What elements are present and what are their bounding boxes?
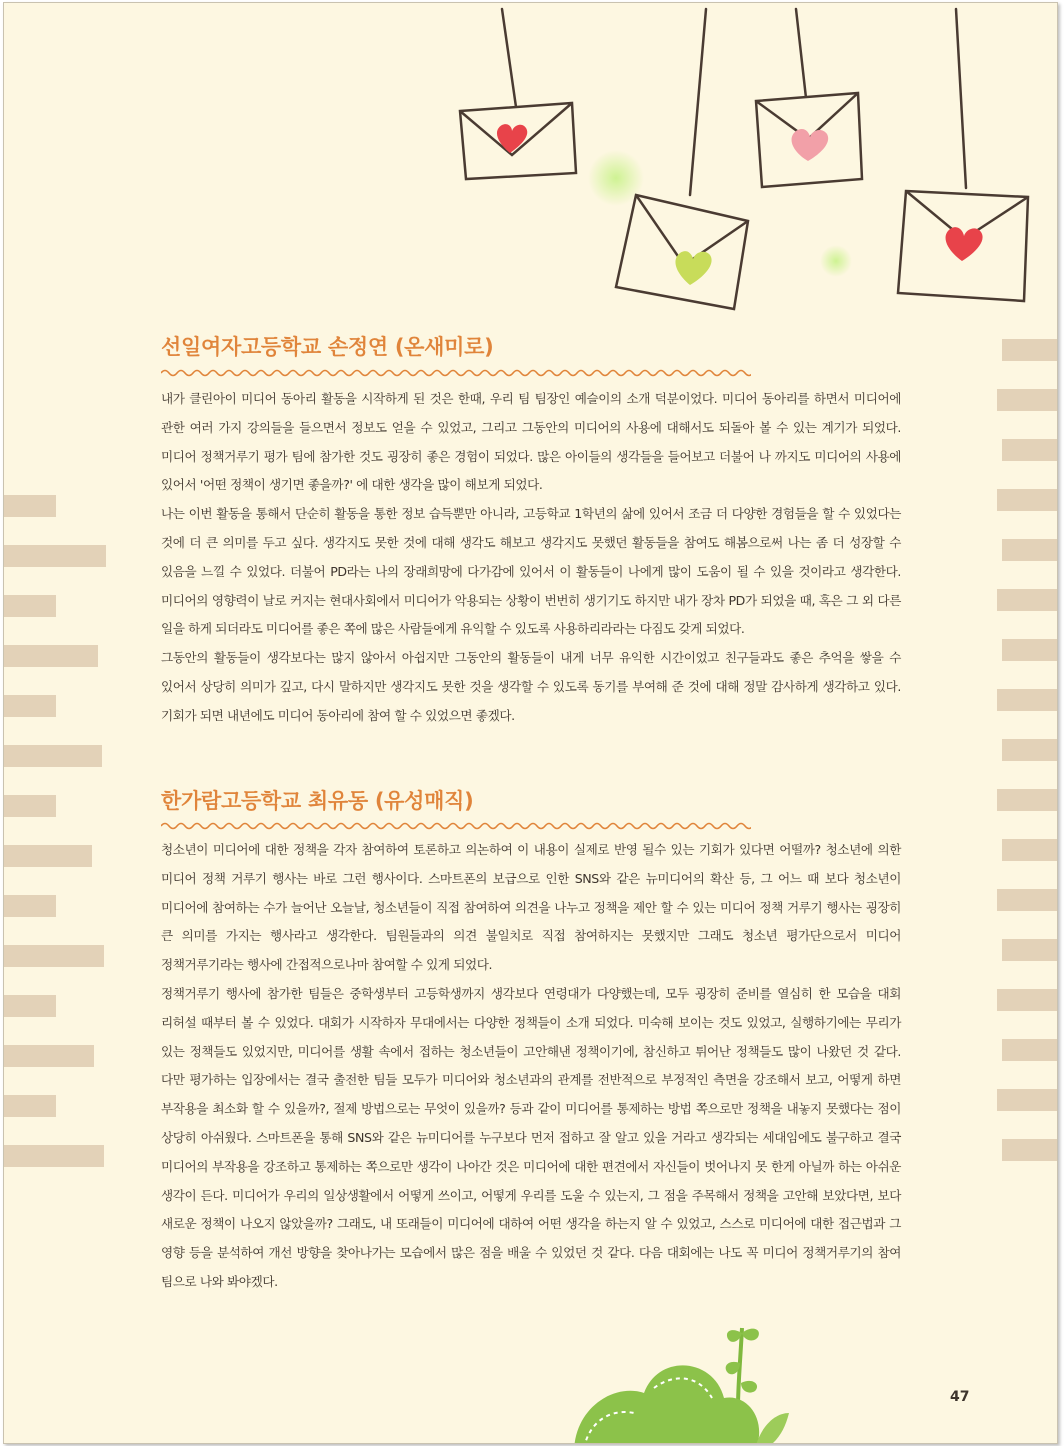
page-number: 47 — [950, 1389, 970, 1405]
envelope-heart-icon — [460, 103, 576, 179]
magazine-page — [3, 2, 1058, 1444]
wavy-divider — [161, 368, 751, 378]
sprout-icon — [564, 1313, 794, 1444]
section-title: 선일여자고등학교 손정연 (온새미로) — [161, 335, 494, 359]
left-stripe-decoration — [4, 3, 114, 1443]
section-title: 한가람고등학교 최유동 (유성매직) — [161, 789, 474, 813]
paragraph: 나는 이번 활동을 통해서 단순히 활동을 통한 정보 습득뿐만 아니라, 고등학교 1학년의 삶에 있어서 조금 더 다양한 경험들을 할 수 있었다는 것에 더 큰 의미를 두고 싶다. 생각지도 못한 것에 대해 생각도 해보고 생각지도 못했던 활동들을 참여도 해봄으로써 나는 좀 더 성장할 수 있음을 느낄 수 있었다. 더불어 PD라는 나의 장래희망에 다가감에 있어서 이 활동들이 나에게 많이 도움이 될 수 있을 것이라고 생각한다. 미디어의 영향력이 날로 커지는 현대사회에서 미디어가 악용되는 상황이 번번히 생기기도 하지만 내가 장차 PD가 되었을 때, 혹은 그 외 다른 일을 하게 되더라도 미디어를 좋은 쪽에 많은 사람들에게 유익할 수 있도록 사용하리라라는 다짐도 갖게 되었다. — [161, 506, 901, 637]
section2-body — [161, 836, 901, 1297]
section1-body — [161, 385, 901, 731]
paragraph: 그동안의 활동들이 생각보다는 많지 않아서 아쉽지만 그동안의 활동들이 내게 너무 유익한 시간이었고 친구들과도 좋은 추억을 쌓을 수 있어서 상당히 의미가 깊고, 다시 말하지만 생각지도 못한 것을 생각할 수 있도록 동기를 부여해 준 것에 대해 정말 감사하게 생각하고 있다. 기회가 되면 내년에도 미디어 동아리에 참여 할 수 있었으면 좋겠다. — [161, 650, 901, 723]
wavy-divider — [161, 821, 751, 831]
paragraph: 청소년이 미디어에 대한 정책을 각자 참여하여 토론하고 의논하여 이 내용이 실제로 반영 될수 있는 기회가 있다면 어떨까? 청소년에 의한 미디어 정책 거루기 행사는 바로 그런 행사이다. 스마트폰의 보급으로 인한 SNS와 같은 뉴미디어의 확산 등, 그 어느 때 보다 청소년이 미디어에 참여하는 수가 늘어난 오늘날, 청소년들이 직접 참여하여 의견을 나누고 정책을 제안 할 수 있는 미디어 정책 거루기 행사는 굉장히 큰 의미를 가지는 행사라고 생각한다. 팀원들과의 의견 불일치로 직접 참여하지는 못했지만 그래도 청소년 평가단으로서 미디어 정책거루기라는 행사에 간접적으로나마 참여할 수 있게 되었다. — [161, 842, 901, 973]
paragraph: 정책거루기 행사에 참가한 팀들은 중학생부터 고등학생까지 생각보다 연령대가 다양했는데, 모두 굉장히 준비를 열심히 한 모습을 대회 리허설 때부터 볼 수 있었다. 대회가 시작하자 무대에서는 다양한 정책들이 소개 되었다. 미숙해 보이는 것도 있었고, 실행하기에는 무리가 있는 정책들도 있었지만, 미디어를 생활 속에서 접하는 청소년들이 고안해낸 정책이기에, 참신하고 튀어난 정책들도 많이 나왔던 것 같다. 다만 평가하는 입장에서는 결국 출전한 팀들 모두가 미디어와 청소년과의 관계를 전반적으로 부정적인 측면을 강조해서 보고, 어떻게 하면 부작용을 최소화 할 수 있을까?, 절제 방법으로는 무엇이 있을까? 등과 같이 미디어를 통제하는 방법 쪽으로만 정책을 내놓지 못했다는 점이 상당히 아쉬웠다. 스마트폰을 통해 SNS와 같은 뉴미디어를 누구보다 먼저 접하고 잘 알고 있을 거라고 생각되는 세대임에도 불구하고 결국 미디어의 부작용을 강조하고 통제하는 쪽으로만 생각이 나아간 것은 미디어에 대한 편견에서 자신들이 벗어나지 못 한게 아닐까 하는 아쉬운 생각이 든다. 미디어가 우리의 일상생활에서 어떻게 쓰이고, 어떻게 우리를 도울 수 있는지, 그 점을 주목해서 정책을 고안해 보았다면, 보다 새로운 정책이 나오지 않았을까? 그래도, 내 또래들이 미디어에 대하여 어떤 생각을 하는지 알 수 있었고, 스스로 미디어에 대한 접근법과 그 영향 등을 분석하여 개선 방향을 찾아나가는 모습에서 많은 점을 배울 수 있었던 것 같다. 다음 대회에는 나도 꼭 미디어 정책거루기의 참여 팀으로 나와 봐야겠다. — [161, 985, 901, 1289]
envelope-heart-icon — [898, 191, 1028, 301]
hanging-envelopes-illustration — [444, 3, 1058, 323]
envelope-heart-icon — [756, 93, 862, 187]
envelope-heart-icon — [616, 195, 748, 309]
paragraph: 내가 클린아이 미디어 동아리 활동을 시작하게 된 것은 한때, 우리 팀 팀장인 예슬이의 소개 덕분이었다. 미디어 동아리를 하면서 미디어에 관한 여러 가지 강의들을 들으면서 정보도 얻을 수 있었고, 그리고 그동안의 미디어의 사용에 대해서도 되돌아 볼 수 있는 계기가 되었다. 미디어 정책거루기 평가 팀에 참가한 것도 굉장히 좋은 경험이 되었다. 많은 아이들의 생각들을 들어보고 더불어 나 까지도 미디어의 사용에 있어서 '어떤 정책이 생기면 좋을까?' 에 대한 생각을 많이 해보게 되었다. — [161, 391, 901, 493]
